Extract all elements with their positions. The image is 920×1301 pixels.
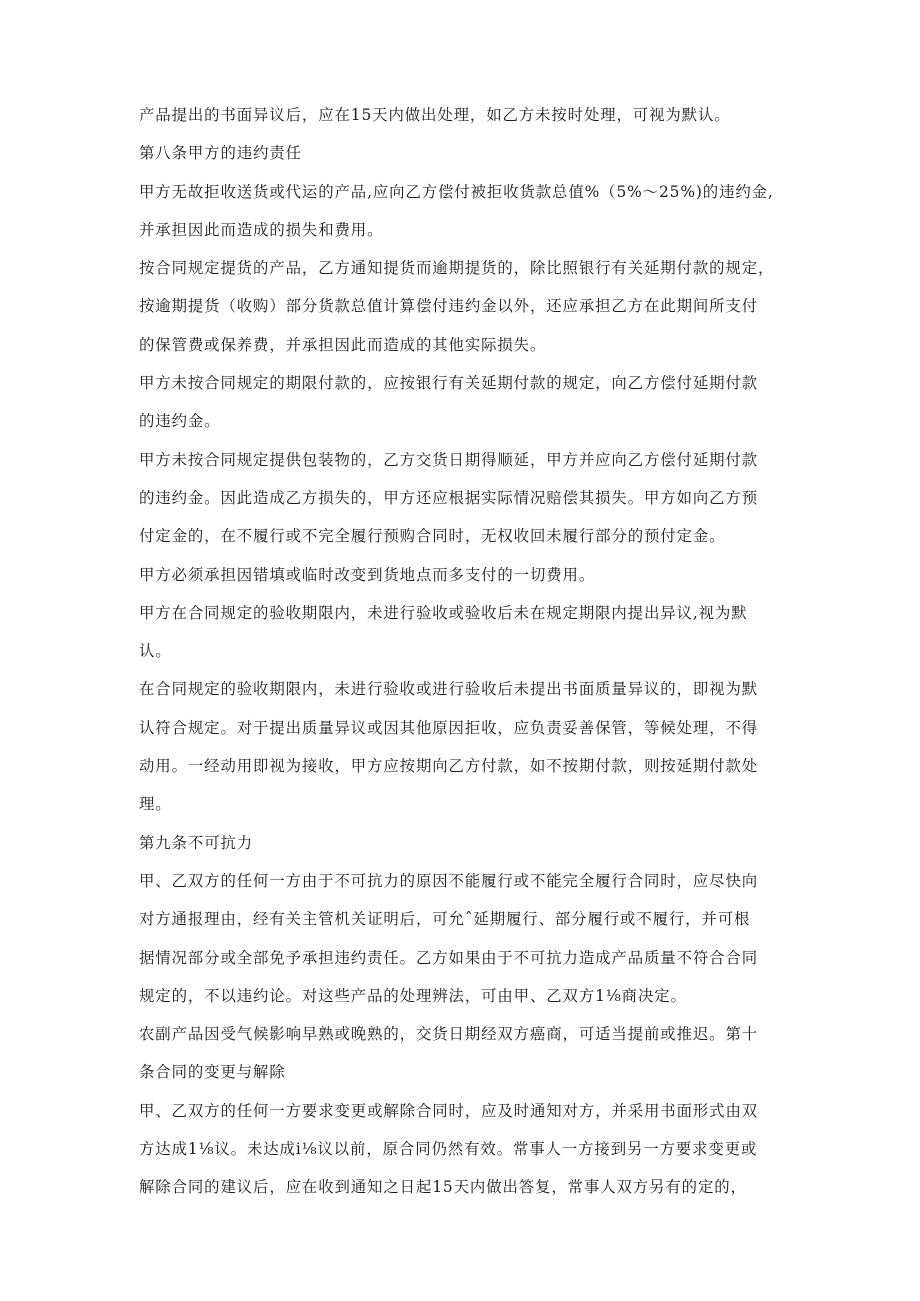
text-line: 的违约金。 xyxy=(139,412,221,431)
text-line: 的保管费或保养费，并承担因此而造成的其他实际损失。 xyxy=(139,335,547,354)
text-line: 付定金的，在不履行或不完全履行预购合同时，无权收回未履行部分的预付定金。 xyxy=(139,527,726,546)
text-line: 解除合同的建议后，应在收到通知之日起15天内做出答复，常事人双方另有的定的， xyxy=(139,1178,747,1197)
text-line: 甲方未按合同规定的期限付款的，应按银行有关延期付款的规定，向乙方偿付延期付款 xyxy=(139,374,759,393)
text-line: 产品提出的书面异议后，应在15天内做出处理，如乙方未按时处理，可视为默认。 xyxy=(139,106,731,124)
text-line: 在合同规定的验收期限内，未进行验收或进行验收后未提出书面质量异议的，即视为默 xyxy=(139,680,759,699)
text-line: 甲方无故拒收送货或代运的产品,应向乙方偿付被拒收货款总值%（5%～25%)的违约金, xyxy=(139,182,774,201)
text-line: 动用。一经动用即视为接收，甲方应按期向乙方付款，如不按期付款，则按延期付款处 xyxy=(139,757,759,776)
text-line: 农副产品因受气候影响早熟或晚熟的，交货日期经双方癌商，可适当提前或推迟。第十 xyxy=(139,1025,759,1044)
text-line: 理。 xyxy=(139,795,172,814)
text-line: 规定的，不以违约论。对这些产品的处理辨法，可由甲、乙双方1⅛商决定。 xyxy=(139,986,687,1005)
text-line: 甲方必须承担因错填或临时改变到货地点而多支付的一切费用。 xyxy=(139,565,596,584)
text-line: 并承担因此而造成的损失和费用。 xyxy=(139,220,384,239)
section-heading: 第八条甲方的违约责任 xyxy=(139,144,302,163)
document-body xyxy=(139,96,787,1207)
text-line: 按逾期提货（收购）部分货款总值计算偿付违约金以外，还应承担乙方在此期间所支付 xyxy=(139,297,759,316)
section-heading: 第九条不可抗力 xyxy=(139,833,254,852)
text-line: 认。 xyxy=(139,642,172,661)
text-line: 甲、乙双方的任何一方要求变更或解除合同时，应及时通知对方，并采用书面形式由双 xyxy=(139,1101,759,1120)
text-line: 甲、乙双方的任何一方由于不可抗力的原因不能履行或不能完全履行合同时，应尽快向 xyxy=(139,871,759,890)
text-line: 方达成1⅛议。未达成i⅛议以前，原合同仍然有效。常事人一方接到另一方要求变更或 xyxy=(139,1140,758,1159)
text-line: 认符合规定。对于提出质量异议或因其他原因拒收，应负责妥善保管，等候处理，不得 xyxy=(139,718,759,737)
text-line: 甲方在合同规定的验收期限内，未进行验收或验收后未在规定期限内提出异议,视为默 xyxy=(139,603,748,622)
text-line: 对方通报理由，经有关主管机关证明后，可允ˆ延期履行、部分履行或不履行，并可根 xyxy=(139,910,751,929)
text-line: 按合同规定提货的产品，乙方通知提货而逾期提货的，除比照银行有关延期付款的规定， xyxy=(139,259,775,278)
text-line: 条合同的变更与解除 xyxy=(139,1063,286,1082)
text-line: 甲方未按合同规定提供包装物的，乙方交货日期得顺延，甲方并应向乙方偿付延期付款 xyxy=(139,450,759,469)
text-line: 据情况部分或全部免予承担违约责任。乙方如果由于不可抗力造成产品质量不符合合同 xyxy=(139,948,759,967)
text-line: 的违约金。因此造成乙方损失的，甲方还应根据实际情况赔偿其损失。甲方如向乙方预 xyxy=(139,488,759,507)
